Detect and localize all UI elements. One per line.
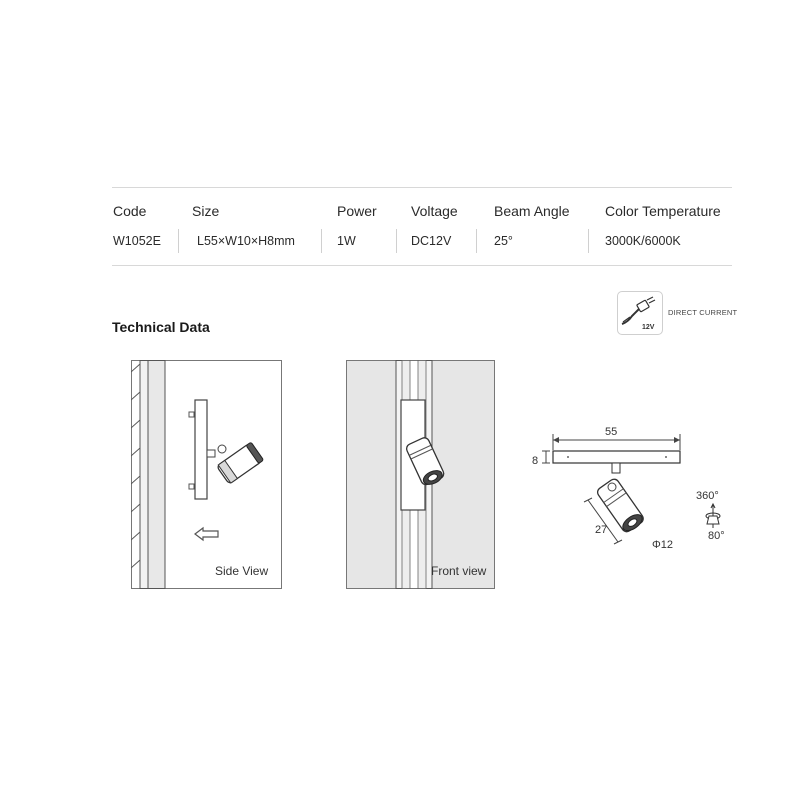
- value-voltage: DC12V: [411, 234, 452, 248]
- column-divider: [476, 229, 477, 253]
- header-voltage: Voltage: [411, 203, 458, 219]
- dim-diameter: Φ12: [652, 539, 674, 551]
- side-view-drawing: [131, 360, 282, 589]
- table-top-rule: [112, 187, 732, 188]
- dim-height: 8: [532, 455, 539, 467]
- value-beam-angle: 25°: [494, 234, 513, 248]
- rotation-icon: [706, 504, 720, 528]
- badge-label: DIRECT CURRENT: [668, 308, 738, 317]
- header-power: Power: [337, 203, 377, 219]
- side-view-caption: Side View: [215, 564, 269, 578]
- front-view-caption: Front view: [431, 564, 487, 578]
- value-color-temperature: 3000K/6000K: [605, 234, 681, 248]
- column-divider: [178, 229, 179, 253]
- table-bottom-rule: [112, 265, 732, 266]
- dim-length: 55: [605, 426, 618, 438]
- front-view-drawing: [346, 360, 495, 589]
- front-view-panel: [346, 360, 495, 589]
- column-divider: [588, 229, 589, 253]
- header-size: Size: [192, 203, 220, 219]
- header-beam-angle: Beam Angle: [494, 203, 570, 219]
- side-view-panel: [131, 360, 282, 589]
- column-divider: [396, 229, 397, 253]
- header-color-temperature: Color Temperature: [605, 203, 721, 219]
- badge-voltage: 12V: [642, 324, 655, 331]
- dim-rotation: 360°: [696, 490, 719, 502]
- value-code: W1052E: [113, 234, 161, 248]
- header-code: Code: [113, 203, 147, 219]
- value-size: L55×W10×H8mm: [197, 234, 295, 248]
- dim-arm: 27: [595, 524, 608, 536]
- dimension-drawing: [528, 420, 740, 555]
- section-title: Technical Data: [112, 319, 210, 335]
- dim-tilt: 80°: [708, 530, 725, 542]
- value-power: 1W: [337, 234, 356, 248]
- dc-plug-icon: [618, 292, 662, 334]
- direct-current-badge: [617, 291, 663, 335]
- column-divider: [321, 229, 322, 253]
